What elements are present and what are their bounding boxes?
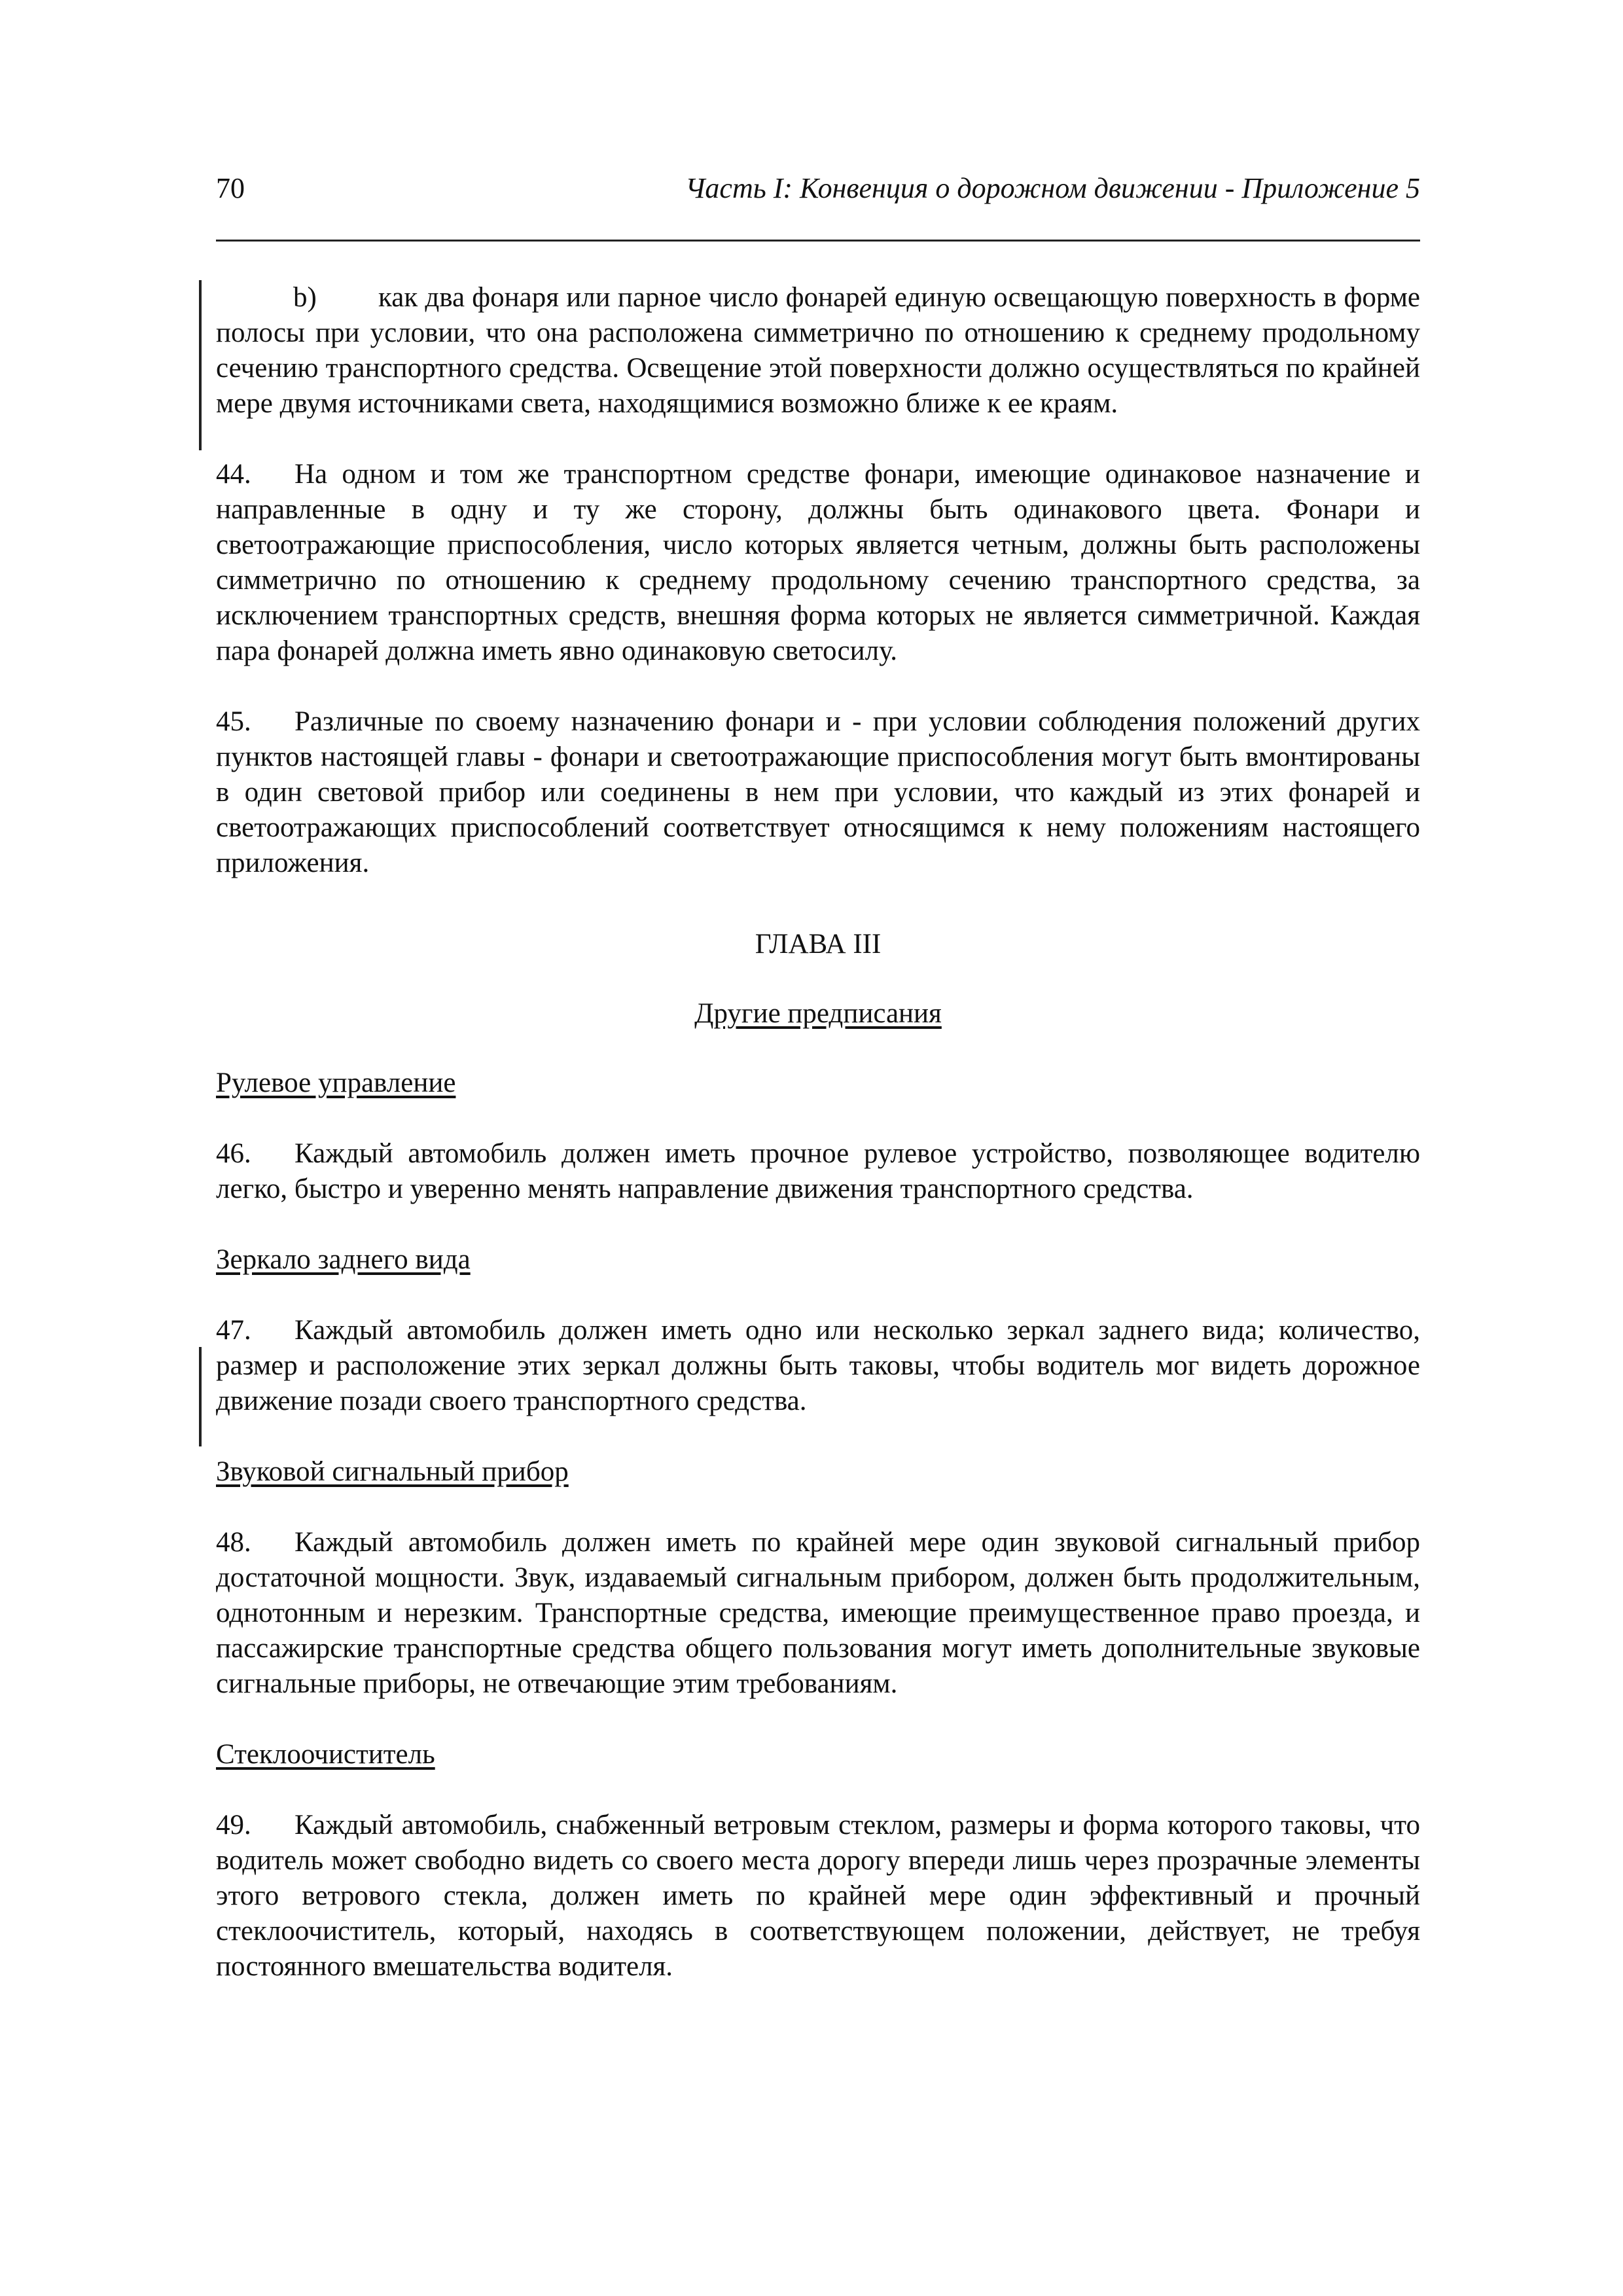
paragraph-44 — [216, 457, 1420, 669]
paragraph-number: 47. — [216, 1315, 251, 1346]
paragraph-text: Каждый автомобиль должен иметь по крайней мере один звуковой сигнальный прибор достаточной мощности. Звук, издаваемый сигнальным прибором, должен быть продолжительным, однотонным и нерезким. Транспортные средства, имеющие преимущественное право проезда, и пассажирские транспортные средства общего пользования могут иметь дополнительные звуковые сигнальные приборы, не отвечающие этим требованиям. — [216, 1527, 1420, 1699]
header-rule — [216, 240, 1420, 242]
paragraph-number: 49. — [216, 1810, 251, 1840]
paragraph-text: На одном и том же транспортном средстве фонари, имеющие одинаковое назначение и направленные в одну и ту же сторону, должны быть одинакового цвета. Фонари и светоотражающие приспособления, число которых является четным, должны быть расположены симметрично по отношению к среднему продольному сечению транспортного средства, за исключением транспортных средств, внешняя форма которых не является симметричной. Каждая пара фонарей должна иметь явно одинаковую светосилу. — [216, 459, 1420, 666]
page-number: 70 — [216, 172, 245, 204]
paragraph-text: Каждый автомобиль, снабженный ветровым стеклом, размеры и форма которого таковы, что водитель может свободно видеть со своего места дорогу впереди лишь через прозрачные элементы этого ветрового стекла, должен иметь по крайней мере один эффективный и прочный стеклоочиститель, который, находясь в соответствующем положении, действует, не требуя постоянного вмешательства водителя. — [216, 1810, 1420, 1982]
subheading-horn: Звуковой сигнальный прибор — [216, 1456, 569, 1487]
paragraph-b — [216, 280, 1420, 422]
paragraph-text: как два фонаря или парное число фонарей единую освещающую поверхность в форме полосы при условии, что она расположена симметрично по отношению к среднему продольному сечению транспортного средства. Освещение этой поверхности должно осуществляться по крайней мере двумя источниками света, находящимися возможно ближе к ее краям. — [216, 282, 1420, 419]
page-header — [216, 171, 1420, 217]
running-title: Часть I: Конвенция о дорожном движении - Приложение 5 — [685, 172, 1420, 204]
paragraph-45 — [216, 704, 1420, 881]
revision-bar — [199, 1347, 202, 1446]
document-body — [216, 280, 1420, 2020]
chapter-title: ГЛАВА III — [755, 929, 882, 960]
subheading-mirror: Зеркало заднего вида — [216, 1244, 471, 1275]
paragraph-number: 48. — [216, 1527, 251, 1558]
paragraph-48 — [216, 1525, 1420, 1702]
section-title: Другие предписания — [694, 998, 942, 1029]
paragraph-label: b) — [293, 282, 317, 313]
subheading-wiper: Стеклоочиститель — [216, 1739, 435, 1770]
paragraph-number: 44. — [216, 459, 251, 490]
paragraph-47 — [216, 1313, 1420, 1419]
subheading-steering: Рулевое управление — [216, 1067, 456, 1098]
paragraph-number: 45. — [216, 706, 251, 737]
paragraph-text: Различные по своему назначению фонари и - при условии соблюдения положений других пунктов настоящей главы - фонари и светоотражающие приспособления могут быть вмонтированы в один световой прибор или соединены в нем при условии, что каждый из этих фонарей и светоотражающих приспособлений соответствует относящимся к нему положениям настоящего приложения. — [216, 706, 1420, 878]
paragraph-text: Каждый автомобиль должен иметь прочное рулевое устройство, позволяющее водителю легко, быстро и уверенно менять направление движения транспортного средства. — [216, 1138, 1420, 1204]
paragraph-number: 46. — [216, 1138, 251, 1169]
paragraph-49 — [216, 1808, 1420, 1984]
revision-bar — [199, 280, 202, 450]
paragraph-text: Каждый автомобиль должен иметь одно или несколько зеркал заднего вида; количество, размер и расположение этих зеркал должны быть таковы, чтобы водитель мог видеть дорожное движение позади своего транспортного средства. — [216, 1315, 1420, 1416]
paragraph-46 — [216, 1136, 1420, 1207]
